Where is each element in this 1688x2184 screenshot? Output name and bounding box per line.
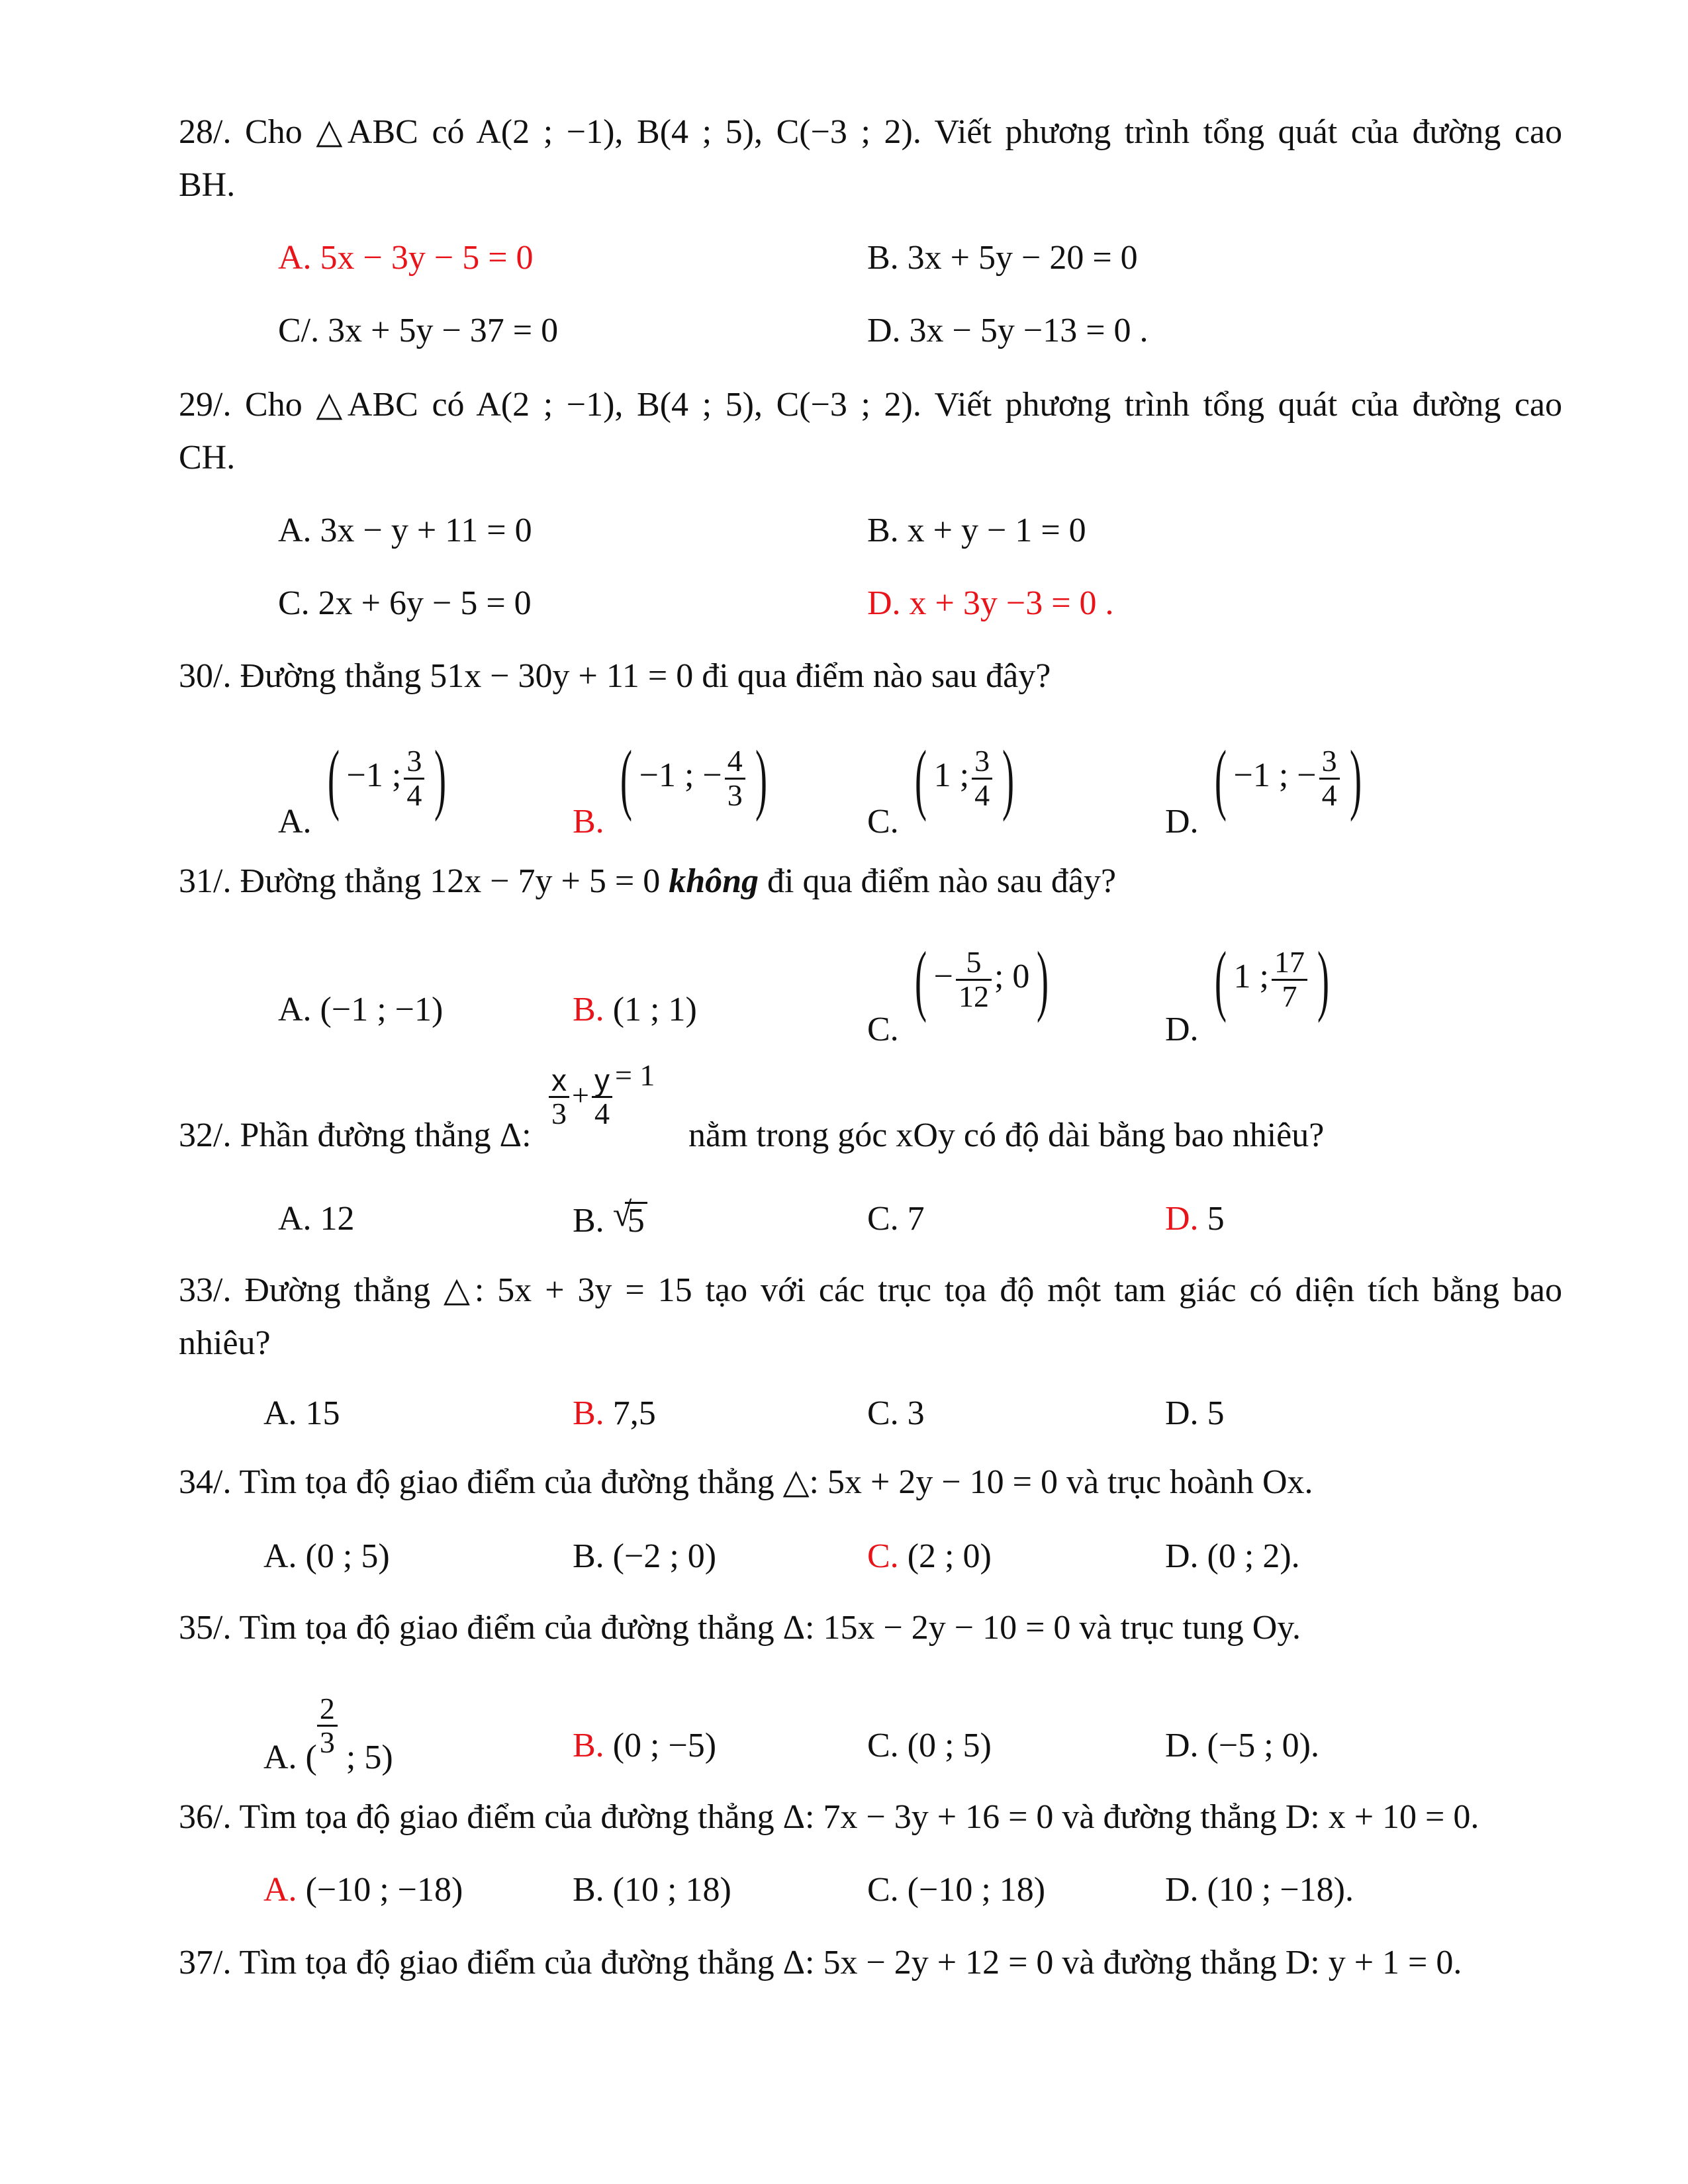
q31-text-prefix: 31/. Đường thẳng 12x − 7y + 5 = 0 (179, 862, 669, 900)
fraction-denominator: 3 (317, 1725, 338, 1758)
q36-option-c: C. (−10 ; 18) (867, 1871, 1046, 1909)
fraction-numerator: 4 (725, 745, 745, 779)
q30-option-d (1165, 734, 1369, 841)
fraction-numerator: x (549, 1064, 569, 1098)
q30-d-prefix: −1 ; − (1233, 756, 1317, 794)
q36-option-b: B. (10 ; 18) (573, 1871, 731, 1909)
fraction-numerator: 2 (319, 1692, 335, 1725)
q32-equals-one: = 1 (614, 1058, 655, 1092)
right-paren-icon: ) (1317, 935, 1329, 1023)
fraction-denominator: 4 (1321, 778, 1337, 812)
q32-option-c: C. 7 (867, 1200, 925, 1238)
q36-text: 36/. Tìm tọa độ giao điểm của đường thẳng Δ: 7x − 3y + 16 = 0 và đường thẳng D: x + 10 = 0. (179, 1798, 1479, 1836)
q32-fraction-y (592, 1064, 612, 1130)
q33-text-line1: 33/. Đường thẳng △: 5x + 3y = 15 tạo với các trục tọa độ một tam giác có diện tích bằng bao (179, 1271, 1562, 1309)
q29-option-a: A. 3x − y + 11 = 0 (278, 512, 532, 549)
q31-option-c-label: C. (867, 1010, 899, 1048)
q29-text-line2: CH. (179, 439, 236, 477)
left-paren-icon: ( (620, 734, 632, 822)
q35-option-b-label: B. (573, 1727, 604, 1764)
fraction-numerator: y (592, 1064, 612, 1098)
q32-option-a: A. 12 (278, 1200, 355, 1238)
q35-option-a-suffix: ; 5) (337, 1738, 393, 1776)
q32-option-b-label: B. (573, 1202, 604, 1240)
left-paren-icon: ( (327, 734, 340, 822)
q31-text-emphasis: không (669, 862, 759, 900)
fraction-numerator: 17 (1272, 946, 1307, 980)
q31-option-d-label: D. (1165, 1010, 1199, 1048)
q30-option-c (867, 734, 1021, 841)
fraction-numerator: 5 (956, 946, 992, 980)
sqrt-icon: √ 5 (613, 1202, 647, 1238)
q31-text-suffix: đi qua điểm nào sau đây? (759, 862, 1117, 900)
q31-option-d (1165, 935, 1336, 1048)
q33-option-b (573, 1396, 656, 1431)
fraction-denominator: 12 (958, 979, 989, 1013)
q30-text: 30/. Đường thẳng 51x − 30y + 11 = 0 đi qua điểm nào sau đây? (179, 657, 1051, 695)
q29-option-c: C. 2x + 6y − 5 = 0 (278, 584, 532, 622)
q30-c-prefix: 1 ; (933, 756, 970, 794)
q33-option-c: C. 3 (867, 1394, 925, 1432)
q32-option-d (1165, 1202, 1225, 1236)
q32-option-b (573, 1196, 647, 1240)
q36-option-a-value: (−10 ; −18) (297, 1871, 463, 1909)
q31-option-c (867, 935, 1056, 1048)
q30-option-c-label: C. (867, 802, 899, 841)
q29-option-d: D. x + 3y −3 = 0 . (867, 584, 1114, 622)
right-paren-icon: ) (1037, 935, 1049, 1023)
q35-option-a-label: A. ( (263, 1738, 317, 1776)
q30-option-d-label: D. (1165, 802, 1199, 841)
q34-option-c-label: C. (867, 1537, 899, 1575)
q35-option-b-value: (0 ; −5) (604, 1727, 717, 1764)
q28-option-d: D. 3x − 5y −13 = 0 . (867, 312, 1149, 349)
left-paren-icon: ( (914, 935, 927, 1023)
q31-c-suffix: ; 0 (994, 957, 1030, 995)
fraction-denominator: 4 (974, 778, 990, 812)
q31-option-b-value: (1 ; 1) (604, 991, 697, 1028)
q32-text (179, 1118, 532, 1153)
q34-option-a: A. (0 ; 5) (263, 1537, 390, 1575)
fraction-numerator: 3 (972, 745, 992, 779)
right-paren-icon: ) (434, 734, 447, 822)
q36-option-a-label: A. (263, 1871, 297, 1909)
q33-option-b-label: B. (573, 1394, 604, 1432)
q35-option-b (573, 1729, 716, 1763)
q33-option-d: D. 5 (1165, 1394, 1225, 1432)
q28-option-a: A. 5x − 3y − 5 = 0 (278, 239, 534, 277)
q33-text-line2: nhiêu? (179, 1324, 271, 1362)
q30-option-b-label: B. (573, 802, 604, 841)
q33-option-a: A. 15 (263, 1394, 340, 1432)
q37-text: 37/. Tìm tọa độ giao điểm của đường thẳng Δ: 5x − 2y + 12 = 0 và đường thẳng D: y + 1 = 0. (179, 1944, 1462, 1981)
fraction-numerator: 3 (1319, 745, 1340, 779)
q31-option-b-label: B. (573, 991, 604, 1028)
q35-text: 35/. Tìm tọa độ giao điểm của đường thẳng Δ: 15x − 2y − 10 = 0 và trục tung Oy. (179, 1609, 1301, 1647)
q30-option-a-label: A. (278, 802, 312, 841)
q30-b-fraction (725, 745, 745, 811)
q28-text-line1: 28/. Cho △ABC có A(2 ; −1), B(4 ; 5), C(−3 ; 2). Viết phương trình tổng quát của đường cao (179, 113, 1562, 151)
q36-option-a (263, 1873, 463, 1907)
q31-d-prefix: 1 ; (1233, 957, 1269, 995)
q30-b-prefix: −1 ; − (639, 756, 722, 794)
fraction-denominator: 7 (1282, 979, 1297, 1013)
q34-option-c (867, 1539, 992, 1574)
right-paren-icon: ) (755, 734, 767, 822)
q33-option-b-value: 7,5 (604, 1394, 656, 1432)
fraction-denominator: 4 (406, 778, 422, 812)
left-paren-icon: ( (1214, 734, 1227, 822)
q32-plus: + (572, 1077, 589, 1112)
q34-option-c-value: (2 ; 0) (898, 1537, 992, 1575)
q30-option-b (573, 734, 774, 841)
q31-option-a: A. (−1 ; −1) (278, 991, 444, 1028)
q29-text-line1: 29/. Cho △ABC có A(2 ; −1), B(4 ; 5), C(−3 ; 2). Viết phương trình tổng quát của đường cao (179, 386, 1562, 424)
q35-option-a (263, 1692, 393, 1776)
fraction-denominator: 3 (551, 1097, 567, 1131)
q31-option-b (573, 993, 697, 1027)
q31-d-fraction (1272, 946, 1307, 1013)
q32-text-prefix: 32/. Phần đường thẳng Δ: (179, 1116, 532, 1154)
q32-option-b-radicand: 5 (625, 1202, 647, 1238)
q30-a-prefix: −1 ; (346, 756, 402, 794)
q35-option-d: D. (−5 ; 0). (1165, 1727, 1319, 1764)
left-paren-icon: ( (1214, 935, 1227, 1023)
q32-fraction-x (549, 1064, 569, 1130)
q34-option-b: B. (−2 ; 0) (573, 1537, 717, 1575)
q30-d-fraction (1319, 745, 1340, 811)
q30-c-fraction (972, 745, 992, 811)
fraction-denominator: 4 (594, 1097, 610, 1131)
q30-a-fraction (404, 745, 424, 811)
q30-option-a (278, 734, 453, 841)
q34-text: 34/. Tìm tọa độ giao điểm của đường thẳng △: 5x + 2y − 10 = 0 và trục hoành Ox. (179, 1463, 1313, 1501)
q28-option-b: B. 3x + 5y − 20 = 0 (867, 239, 1138, 277)
q31-c-prefix: − (933, 957, 953, 995)
left-paren-icon: ( (914, 734, 927, 822)
q32-option-d-label: D. (1165, 1200, 1199, 1238)
right-paren-icon: ) (1349, 734, 1362, 822)
q32-equation (546, 1058, 655, 1131)
q36-option-d: D. (10 ; −18). (1165, 1871, 1354, 1909)
right-paren-icon: ) (1002, 734, 1015, 822)
q28-text-line2: BH. (179, 166, 236, 204)
q34-option-d: D. (0 ; 2). (1165, 1537, 1300, 1575)
q35-option-c: C. (0 ; 5) (867, 1727, 992, 1764)
fraction-numerator: 3 (404, 745, 424, 779)
q31-text (179, 864, 1116, 899)
q32-text-suffix: nằm trong góc xOy có độ dài bằng bao nhiêu? (688, 1116, 1325, 1154)
q28-option-c: C/. 3x + 5y − 37 = 0 (278, 312, 559, 349)
q32-option-d-value: 5 (1198, 1200, 1225, 1238)
q35-a-fraction (317, 1693, 338, 1759)
q29-option-b: B. x + y − 1 = 0 (867, 512, 1086, 549)
fraction-denominator: 3 (727, 778, 743, 812)
q31-c-fraction (956, 946, 992, 1013)
